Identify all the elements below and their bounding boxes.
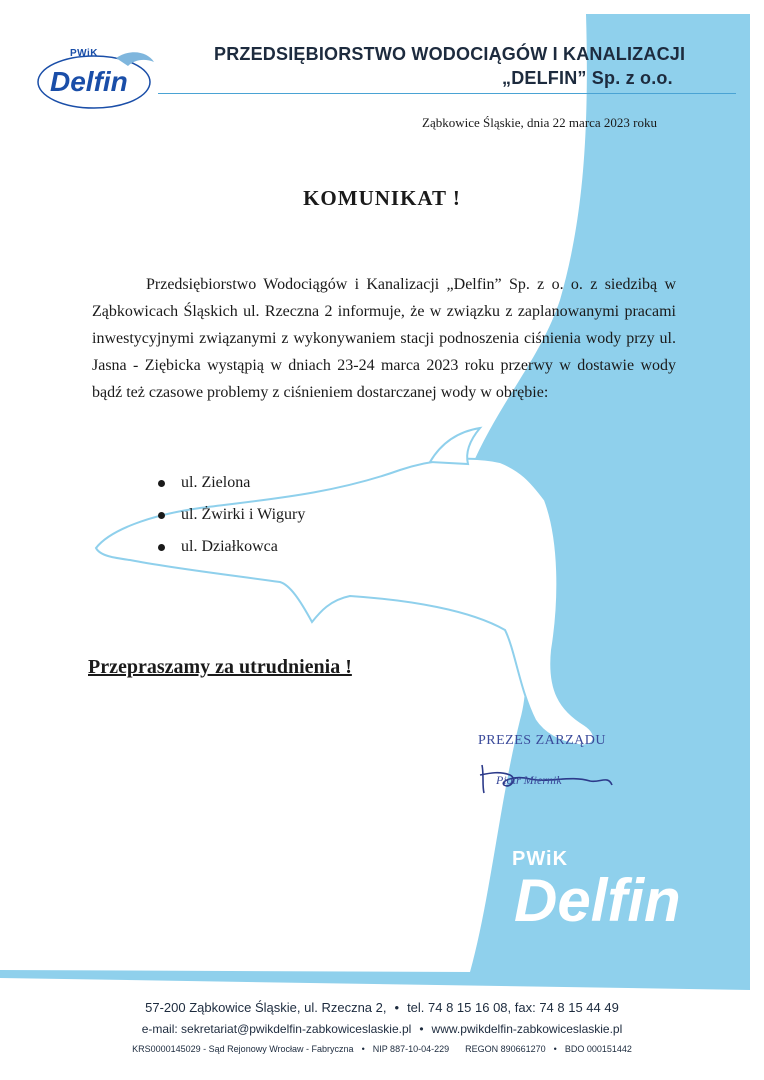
footer-bdo: BDO 000151442 [564,1044,632,1054]
street-name: ul. Działkowca [181,538,278,555]
footer-phone: tel. 74 8 15 16 08, fax: 74 8 15 44 49 [407,1000,619,1015]
street-item [158,467,305,499]
street-item [158,499,305,531]
bullet-icon [158,512,165,519]
footer-email[interactable]: e-mail: sekretariat@pwikdelfin-zabkowiceslaskie.pl [141,1022,412,1036]
handwritten-signature [470,745,640,797]
brand-delfin-text: Delfin [514,867,681,934]
separator-dot: • [394,1000,400,1015]
separator-dot: • [419,1022,424,1036]
signature-title: PREZES ZARZĄDU [478,733,606,748]
footer-website[interactable]: www.pwikdelfin-zabkowiceslaskie.pl [431,1022,623,1036]
header-divider [158,93,736,94]
signature-name: Piotr Miernik [496,773,562,787]
footer-contact-line [0,1022,764,1036]
brand-pwik-text: PWiK [512,848,569,870]
street-name: ul. Zielona [181,474,251,491]
company-logo [36,44,156,112]
bullet-icon [158,480,165,487]
apology-text: Przepraszamy za utrudnienia ! [88,656,352,678]
footer-registry-line [0,1044,764,1054]
separator-dot: • [553,1044,557,1054]
footer-krs: KRS0000145029 - Sąd Rejonowy Wrocław - Fabryczna [132,1044,354,1054]
company-name: PRZEDSIĘBIORSTWO WODOCIĄGÓW I KANALIZACJI [214,44,686,64]
company-name-suffix: „DELFIN” Sp. z o.o. [502,68,673,88]
footer-address-line [0,1000,764,1015]
street-name: ul. Żwirki i Wigury [181,506,306,523]
street-list [158,467,305,563]
document-date: Ząbkowice Śląskie, dnia 22 marca 2023 roku [422,115,658,130]
footer-nip: NIP 887-10-04-229 [372,1044,450,1054]
announcement-body [92,271,676,406]
footer-address: 57-200 Ząbkowice Śląskie, ul. Rzeczna 2, [145,1000,387,1015]
body-paragraph: Przedsiębiorstwo Wodociągów i Kanalizacji „Delfin” Sp. z o. o. z siedzibą w Ząbkowicach Śląskich ul. Rzeczna 2 informuje, że w związku z zaplanowanymi pracami inwestycyjnymi związanymi z wykonywaniem stacji podnoszenia ciśnienia wody przy ul. Jasna - Ziębicka wystąpią w dniach 23-24 marca 2023 roku przerwy w dostawie wody bądź też czasowe problemy z ciśnieniem dostarczanej wody w obrębie: [92,276,676,401]
logo-delfin-text: Delfin [50,66,128,97]
document-title: KOMUNIKAT ! [303,186,461,210]
bullet-icon [158,544,165,551]
separator-dot: • [361,1044,365,1054]
street-item [158,531,305,563]
signature-stamp [470,733,640,803]
footer-regon: REGON 890661270 [465,1044,546,1054]
logo-pwik-text: PWiK [70,48,99,59]
